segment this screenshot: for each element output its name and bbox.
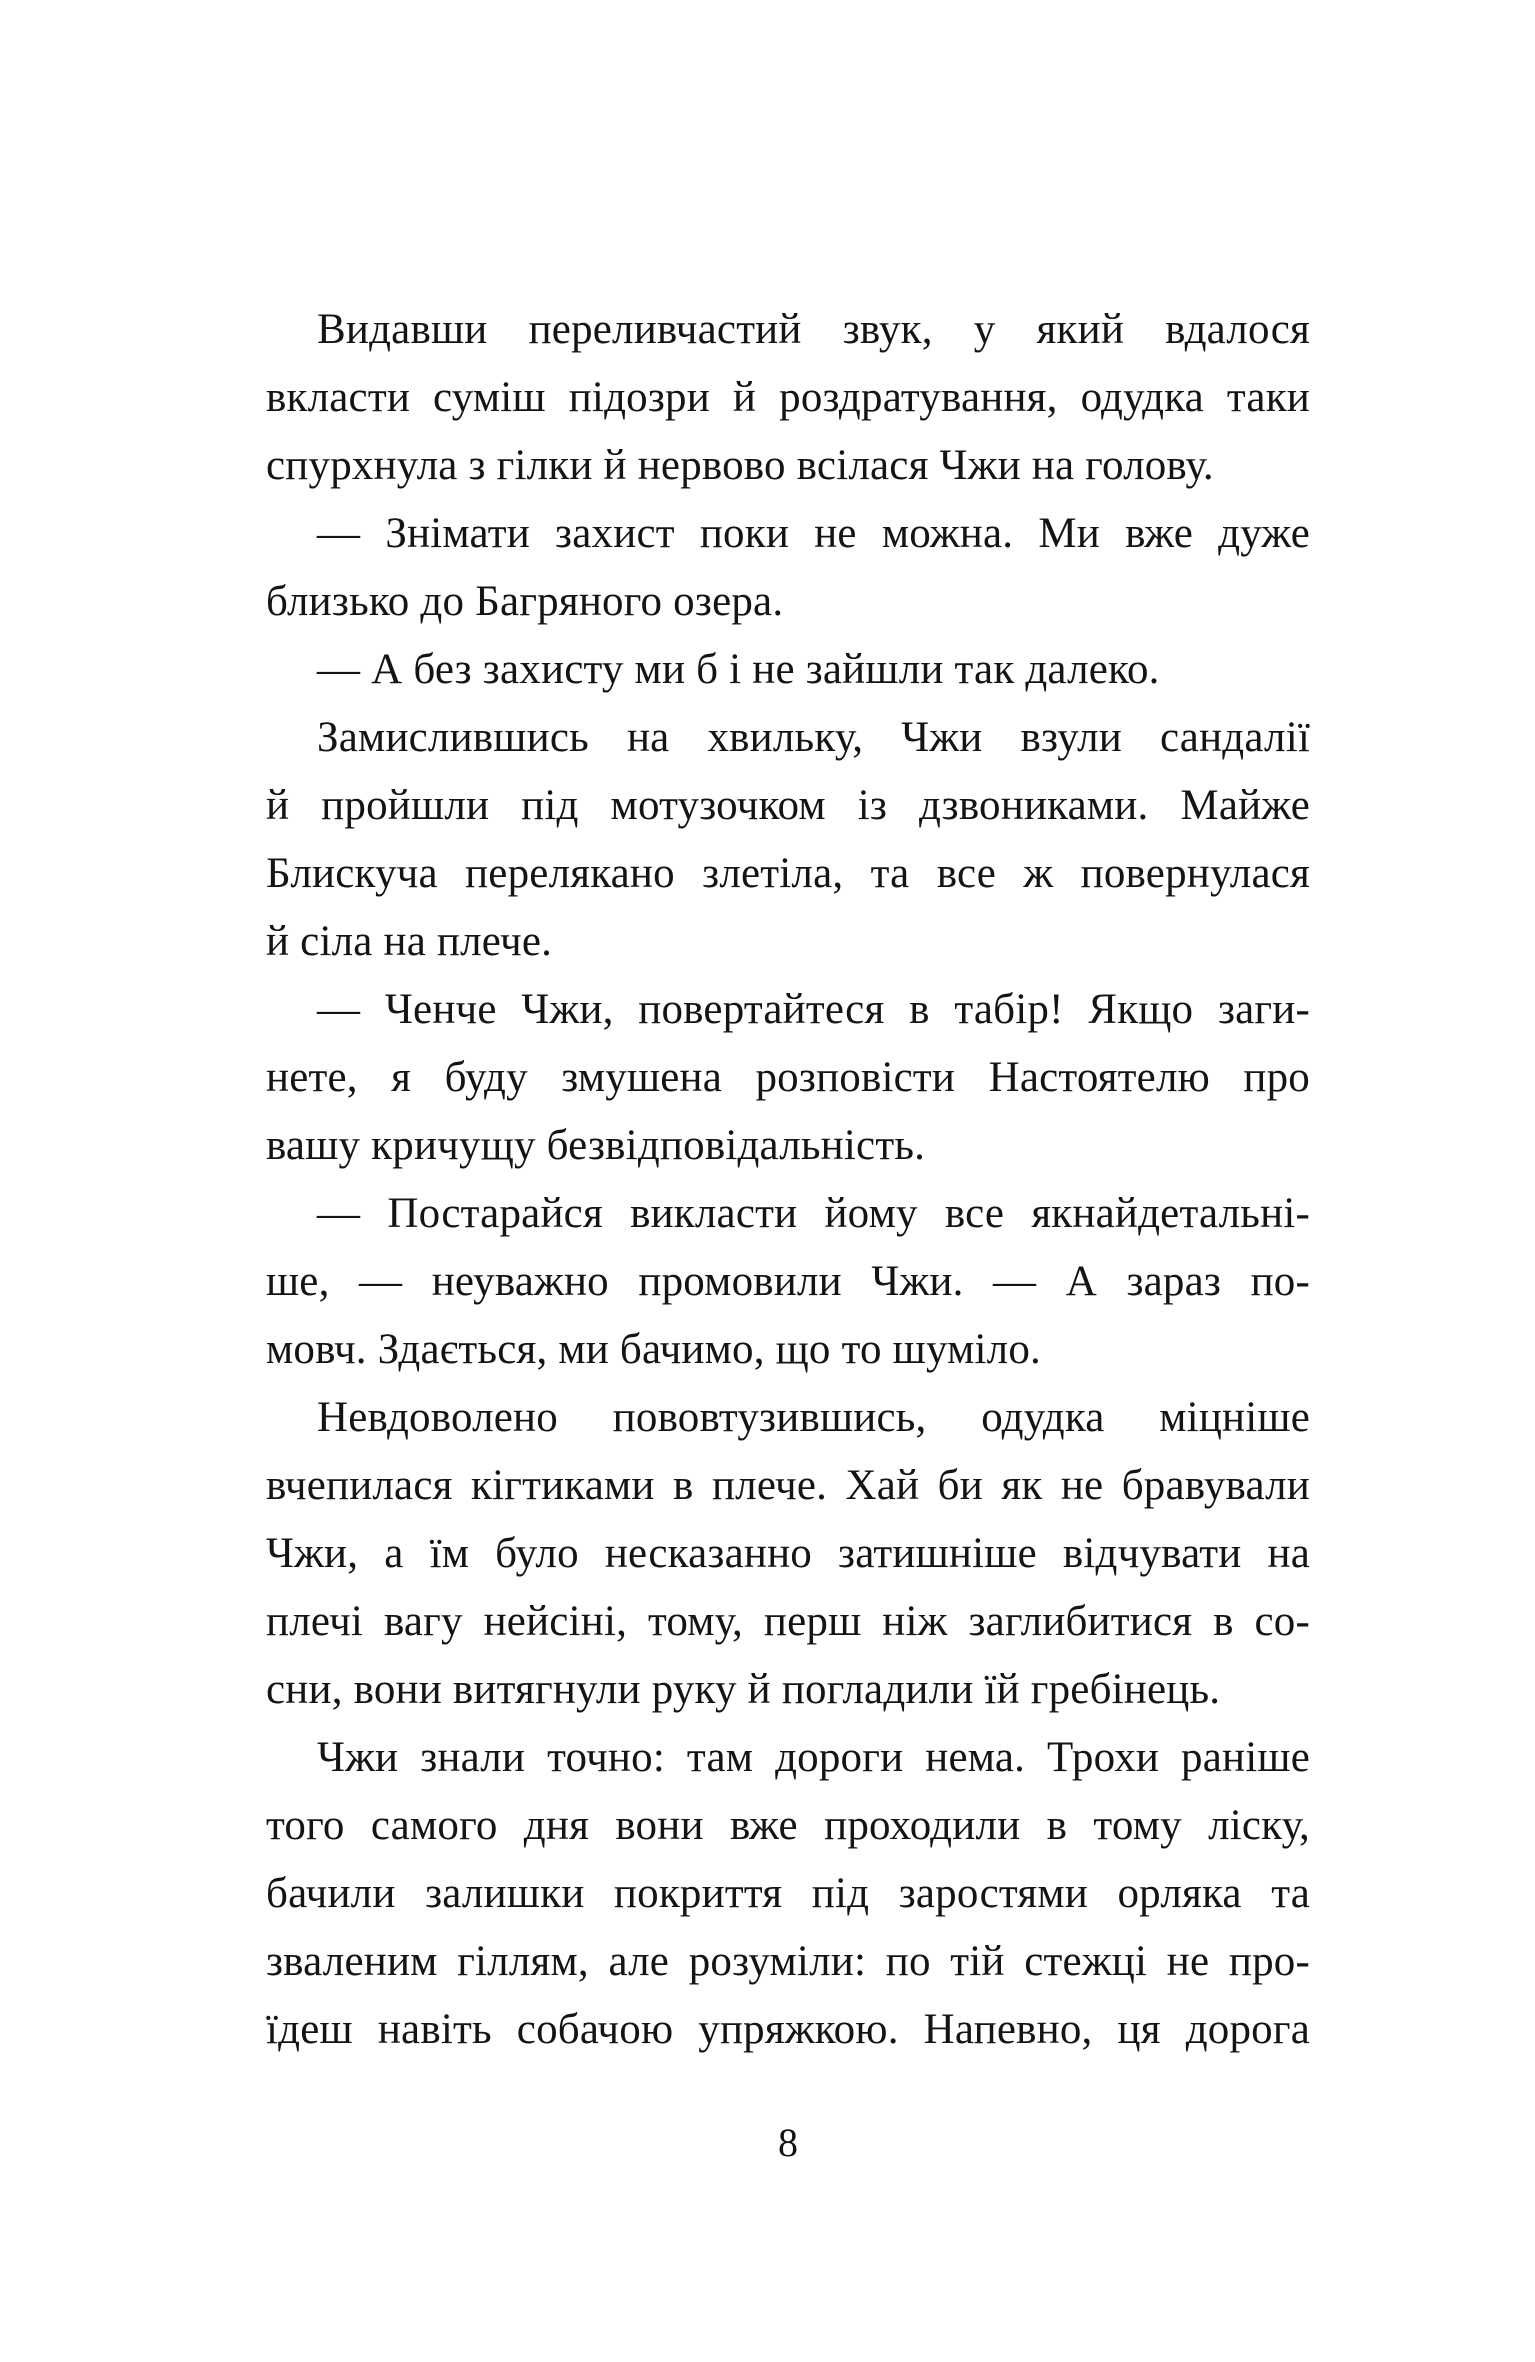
text-block — [266, 296, 1310, 2064]
text-line: — Постарайся викласти йому все якнайдетальні- — [317, 1190, 1310, 1237]
text-line: й пройшли під мотузочком із дзвониками. Майже — [266, 782, 1310, 829]
text-line: вчепилася кігтиками в плече. Хай би як не бравували — [266, 1462, 1310, 1509]
text-line: й сіла на плече. — [266, 918, 553, 965]
text-line: Чжи, а їм було несказанно затишніше відчувати на — [266, 1530, 1310, 1577]
text-line: — А без захисту ми б і не зайшли так далеко. — [317, 646, 1160, 693]
text-line: — Ченче Чжи, повертайтеся в табір! Якщо заги- — [317, 986, 1310, 1033]
text-line: близько до Багряного озера. — [266, 578, 784, 625]
text-line: їдеш навіть собачою упряжкою. Напевно, ця дорога — [266, 2006, 1310, 2053]
text-line: нете, я буду змушена розповісти Настоятелю про — [266, 1054, 1310, 1101]
text-line: ше, — неуважно промовили Чжи. — А зараз по- — [266, 1258, 1310, 1305]
page-number: 8 — [778, 2120, 798, 2165]
text-line: — Знімати захист поки не можна. Ми вже дуже — [317, 510, 1310, 557]
text-line: Чжи знали точно: там дороги нема. Трохи раніше — [317, 1734, 1310, 1781]
text-line: мовч. Здається, ми бачимо, що то шуміло. — [266, 1326, 1041, 1373]
text-line: вкласти суміш підозри й роздратування, одудка таки — [266, 374, 1310, 421]
text-line: бачили залишки покриття під заростями орляка та — [266, 1870, 1310, 1917]
text-line: Блискуча перелякано злетіла, та все ж повернулася — [266, 850, 1310, 897]
text-line: того самого дня вони вже проходили в тому ліску, — [266, 1802, 1310, 1849]
text-line: сни, вони витягнули руку й погладили їй гребінець. — [266, 1666, 1221, 1713]
text-line: плечі вагу нейсіні, тому, перш ніж заглибитися в со- — [266, 1598, 1310, 1645]
text-line: Видавши переливчастий звук, у який вдалося — [317, 306, 1310, 353]
text-line: Замислившись на хвильку, Чжи взули сандалії — [317, 714, 1310, 761]
text-line: вашу кричущу безвідповідальність. — [266, 1122, 926, 1169]
text-line: Невдоволено пововтузившись, одудка міцніше — [317, 1394, 1310, 1441]
text-line: зваленим гіллям, але розуміли: по тій стежці не про- — [266, 1938, 1310, 1985]
text-line: спурхнула з гілки й нервово всілася Чжи на голову. — [266, 442, 1214, 489]
